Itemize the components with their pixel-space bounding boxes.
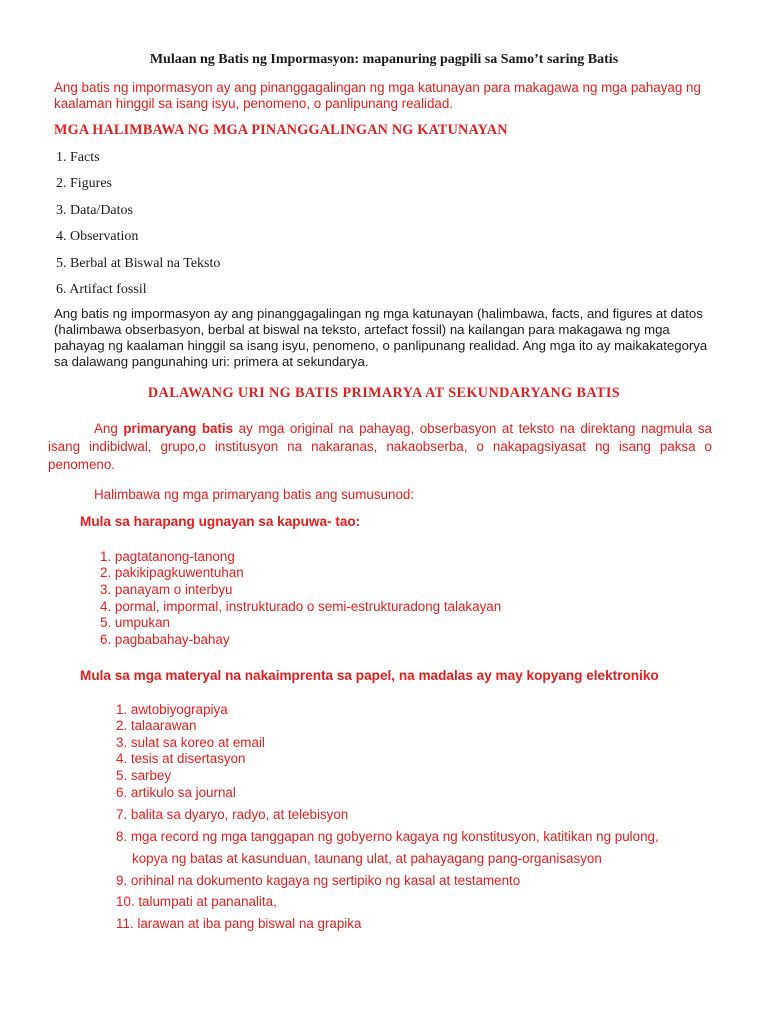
list-item: 3. sulat sa koreo at email <box>116 735 265 750</box>
list-item: 10. talumpati at pananalita, <box>116 894 277 909</box>
list-item: 1. awtobiyograpiya <box>116 702 228 717</box>
face-to-face-heading: Mula sa harapang ugnayan sa kapuwa- tao: <box>80 514 361 529</box>
example-item: 4. Observation <box>56 229 139 244</box>
list-item: 4. pormal, impormal, instrukturado o semi-estrukturadong talakayan <box>100 599 502 614</box>
printed-materials-heading: Mula sa mga materyal na nakaimprenta sa papel, na madalas ay may kopyang elektroniko <box>80 668 659 683</box>
document-title: Mulaan ng Batis ng Impormasyon: mapanuring pagpili sa Samo’t saring Batis <box>149 52 619 67</box>
primary-term: primaryang batis <box>123 421 234 436</box>
primary-definition: ay mga original na pahayag, obserbasyon at teksto na direktang nagmula sa isang indibidwal, grupo,o institusyon na nakaranas, nakaobserba, o nakapagsiyasat ng isang paksa o penomeno. <box>48 421 712 472</box>
examples-heading: MGA HALIMBAWA NG MGA PINANGGALINGAN NG KATUNAYAN <box>54 122 508 138</box>
intro-paragraph: Ang batis ng impormasyon ay ang pinanggagalingan ng mga katunayan para makagawa ng mga pahayag ng kaalaman hinggil sa isang isyu, penomeno, o panlipunang realidad. <box>54 80 701 111</box>
examples-intro: Halimbawa ng mga primaryang batis ang sumusunod: <box>94 487 415 502</box>
primary-source-paragraph <box>48 420 712 474</box>
list-item: 11. larawan at iba pang biswal na grapika <box>116 916 362 931</box>
list-item: 2. talaarawan <box>116 718 197 733</box>
list-item: 3. panayam o interbyu <box>100 582 233 597</box>
example-item: 2. Figures <box>56 176 112 191</box>
list-item: 8. mga record ng mga tanggapan ng gobyerno kagaya ng konstitusyon, katitikan ng pulong, <box>116 829 659 844</box>
list-item: 5. sarbey <box>116 768 172 783</box>
list-item-continuation: kopya ng batas at kasunduan, taunang ulat, at pahayagang pang-organisasyon <box>132 851 602 866</box>
list-item: 1. pagtatanong-tanong <box>100 549 235 564</box>
example-item: 1. Facts <box>56 150 100 165</box>
list-item: 9. orihinal na dokumento kagaya ng sertipiko ng kasal at testamento <box>116 873 521 888</box>
list-item: 2. pakikipagkuwentuhan <box>100 565 244 580</box>
list-item: 6. artikulo sa journal <box>116 785 236 800</box>
example-item: 3. Data/Datos <box>56 203 133 218</box>
list-item: 5. umpukan <box>100 615 170 630</box>
primary-lead: Ang <box>94 421 118 436</box>
list-item: 7. balita sa dyaryo, radyo, at telebisyon <box>116 807 349 822</box>
list-item: 4. tesis at disertasyon <box>116 751 246 766</box>
types-heading: DALAWANG URI NG BATIS PRIMARYA AT SEKUNDARYANG BATIS <box>147 385 621 401</box>
example-item: 5. Berbal at Biswal na Teksto <box>56 256 221 271</box>
example-item: 6. Artifact fossil <box>56 282 147 297</box>
definition-paragraph: Ang batis ng impormasyon ay ang pinanggagalingan ng mga katunayan (halimbawa, facts, and figures at datos (halimbawa obserbasyon, berbal at biswal na teksto, artefact fossil) na kailangan para makagawa ng mga pahayag ng kaalaman hinggil sa isang isyu, penomeno, o panlipunang realidad. Ang mga ito ay maikakategorya sa dalawang pangunahing uri: primera at sekundarya. <box>54 306 708 369</box>
list-item: 6. pagbabahay-bahay <box>100 632 230 647</box>
